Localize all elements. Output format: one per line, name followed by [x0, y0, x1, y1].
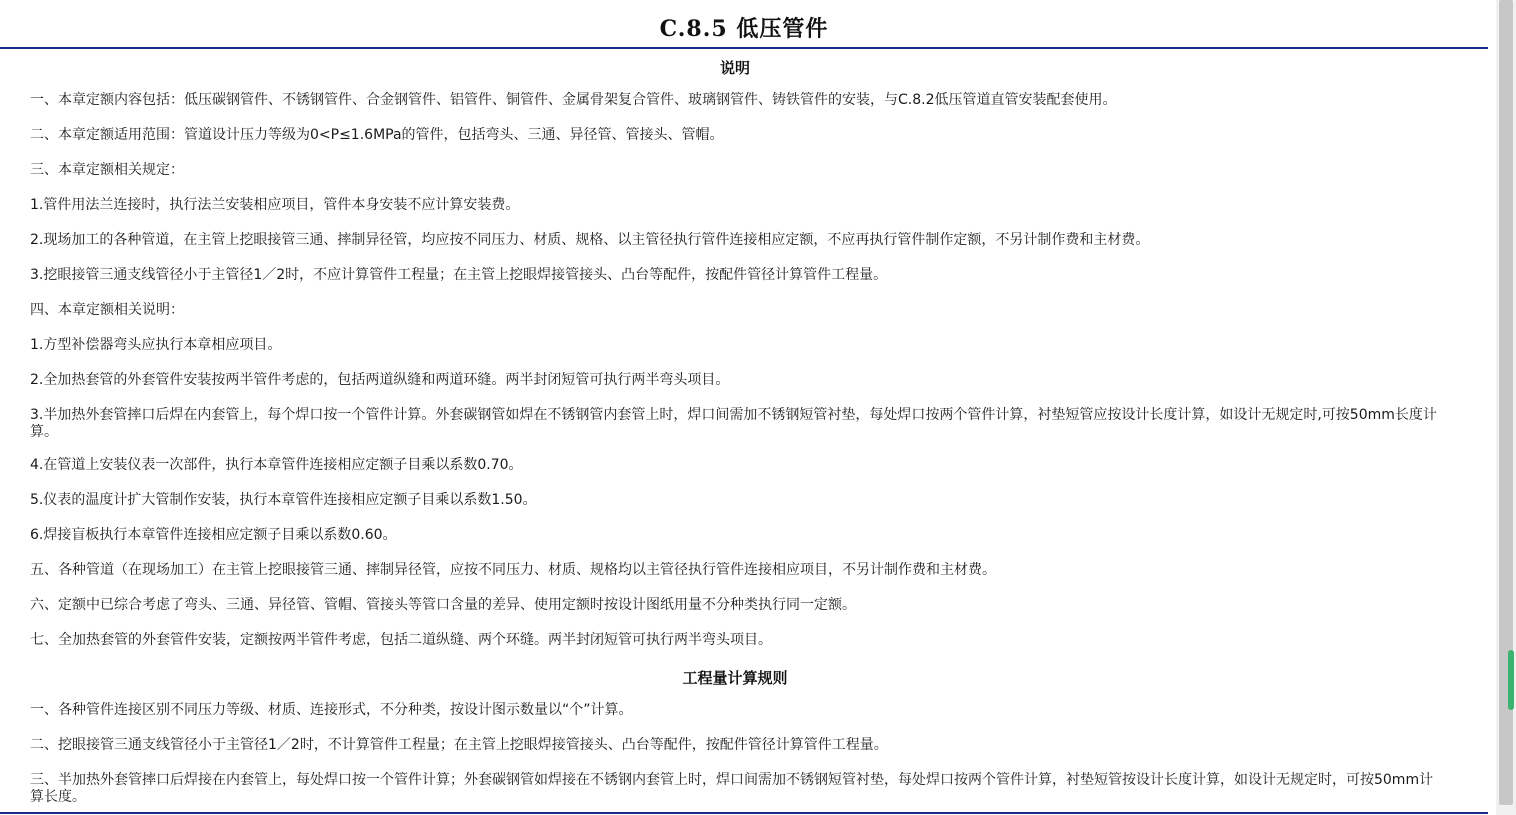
scroll-position-marker — [1508, 650, 1514, 710]
notes-paragraph: 六、定额中已综合考虑了弯头、三通、异径管、管帽、管接头等管口含量的差异、使用定额时按设计图纸用量不分种类执行同一定额。 — [30, 597, 856, 613]
notes-paragraph: 2.全加热套管的外套管件安装按两半管件考虑的，包括两道纵缝和两道环缝。两半封闭短管可执行两半弯头项目。 — [30, 372, 730, 388]
notes-paragraph: 4.在管道上安装仪表一次部件，执行本章管件连接相应定额子目乘以系数0.70。 — [30, 457, 523, 473]
notes-paragraph: 1.方型补偿器弯头应执行本章相应项目。 — [30, 337, 282, 353]
notes-paragraph: 3.挖眼接管三通支线管径小于主管径1／2时，不应计算管件工程量；在主管上挖眼焊接管接头、凸台等配件，按配件管径计算管件工程量。 — [30, 267, 888, 283]
rules-paragraph: 三、半加热外套管摔口后焊接在内套管上，每处焊口按一个管件计算；外套碳钢管如焊接在不锈钢内套管上时，焊口间需加不锈钢短管衬垫，每处焊口按两个管件计算，衬垫短管按设计长度计算，如设计无规定时，可按50mm计算长度。 — [30, 772, 1434, 805]
section-heading-notes: 说明 — [719, 59, 750, 77]
notes-paragraph: 5.仪表的温度计扩大管制作安装，执行本章管件连接相应定额子目乘以系数1.50。 — [30, 492, 537, 508]
notes-paragraph: 3.半加热外套管摔口后焊在内套管上，每个焊口按一个管件计算。外套碳钢管如焊在不锈钢管内套管上时，焊口间需加不锈钢短管衬垫，每处焊口按两个管件计算，衬垫短管应按设计长度计算，如设计无规定时,可按50mm长度计算。 — [30, 407, 1437, 440]
bottom-divider — [0, 812, 1488, 814]
title-divider — [0, 47, 1488, 49]
rules-paragraph: 二、挖眼接管三通支线管径小于主管径1／2时，不计算管件工程量；在主管上挖眼焊接管接头、凸台等配件，按配件管径计算管件工程量。 — [30, 737, 888, 753]
notes-paragraph: 五、各种管道（在现场加工）在主管上挖眼接管三通、摔制异径管，应按不同压力、材质、规格均以主管径执行管件连接相应项目，不另计制作费和主材费。 — [30, 562, 996, 578]
notes-paragraph: 2.现场加工的各种管道，在主管上挖眼接管三通、摔制异径管，均应按不同压力、材质、规格、以主管径执行管件连接相应定额，不应再执行管件制作定额，不另计制作费和主材费。 — [30, 232, 1150, 248]
rules-paragraph: 一、各种管件连接区别不同压力等级、材质、连接形式，不分种类，按设计图示数量以“个”计算。 — [30, 702, 633, 718]
notes-paragraph: 三、本章定额相关规定： — [30, 162, 184, 178]
notes-paragraph: 二、本章定额适用范围：管道设计压力等级为0<P≤1.6MPa的管件，包括弯头、三通、异径管、管接头、管帽。 — [30, 127, 724, 143]
section-heading-rules: 工程量计算规则 — [682, 669, 788, 687]
page-title: C.8.5 低压管件 — [659, 16, 829, 42]
notes-paragraph: 七、全加热套管的外套管件安装，定额按两半管件考虑，包括二道纵缝、两个环缝。两半封闭短管可执行两半弯头项目。 — [30, 632, 772, 648]
notes-paragraph: 1.管件用法兰连接时，执行法兰安装相应项目，管件本身安装不应计算安装费。 — [30, 197, 520, 213]
notes-paragraph: 6.焊接盲板执行本章管件连接相应定额子目乘以系数0.60。 — [30, 527, 397, 543]
notes-paragraph: 一、本章定额内容包括：低压碳钢管件、不锈钢管件、合金钢管件、铝管件、铜管件、金属骨架复合管件、玻璃钢管件、铸铁管件的安装，与C.8.2低压管道直管安装配套使用。 — [30, 92, 1117, 108]
notes-paragraph: 四、本章定额相关说明： — [30, 302, 184, 318]
